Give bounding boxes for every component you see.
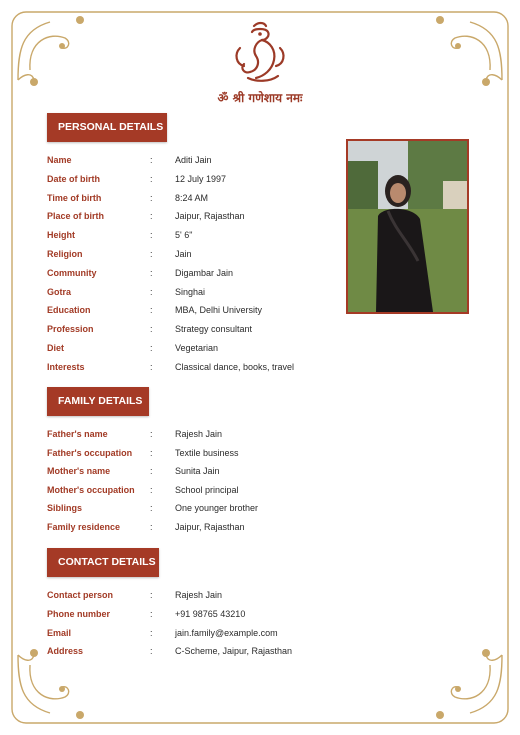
detail-label: Height — [47, 230, 75, 241]
detail-label: Religion — [47, 249, 83, 259]
detail-separator: : — [150, 466, 153, 477]
detail-label: Name — [47, 155, 72, 165]
detail-value: jain.family@example.com — [175, 627, 278, 638]
detail-label: Gotra — [47, 286, 72, 297]
detail-value: Vegetarian — [175, 343, 219, 353]
detail-value: Classical dance, books, travel — [175, 361, 295, 372]
detail-label: Place of birth — [47, 211, 105, 222]
personal-detail-row — [47, 172, 347, 186]
detail-separator: : — [150, 343, 153, 353]
detail-value: Sunita Jain — [175, 466, 220, 477]
detail-separator: : — [150, 522, 153, 532]
personal-detail-row — [47, 285, 347, 299]
personal-detail-row — [47, 266, 347, 280]
detail-separator: : — [150, 211, 153, 222]
detail-value: 8:24 AM — [175, 192, 209, 203]
detail-separator: : — [150, 608, 153, 619]
detail-value: School principal — [175, 484, 239, 495]
detail-separator: : — [150, 305, 153, 316]
family-detail-row — [47, 520, 347, 534]
detail-value: Rajesh Jain — [175, 590, 223, 600]
detail-label: Siblings — [47, 503, 83, 514]
detail-value: Rajesh Jain — [175, 429, 223, 439]
family-detail-row — [47, 464, 347, 478]
detail-label: Address — [47, 646, 84, 657]
detail-label: Interests — [47, 361, 85, 372]
detail-separator: : — [150, 230, 153, 241]
contact-detail-row — [47, 588, 347, 602]
detail-label: Profession — [47, 324, 94, 335]
detail-separator: : — [150, 267, 153, 278]
detail-value: One younger brother — [175, 503, 259, 514]
detail-value: 5' 6" — [175, 230, 193, 241]
section-title-contact: CONTACT DETAILS — [47, 548, 159, 577]
personal-detail-row — [47, 360, 347, 374]
detail-separator: : — [150, 286, 153, 297]
personal-detail-row — [47, 228, 347, 242]
detail-separator: : — [150, 646, 153, 657]
detail-value: Textile business — [175, 447, 239, 458]
detail-label: Diet — [47, 343, 65, 353]
family-detail-row — [47, 483, 347, 497]
detail-separator: : — [150, 173, 153, 184]
detail-separator: : — [150, 192, 153, 203]
family-detail-row — [47, 427, 347, 441]
ganesh-mantra: ॐ श्री गणेशाय नमः — [217, 91, 303, 105]
detail-value: +91 98765 43210 — [175, 608, 246, 619]
detail-value: C-Scheme, Jaipur, Rajasthan — [175, 646, 293, 657]
contact-detail-row — [47, 626, 347, 640]
detail-separator: : — [150, 361, 153, 372]
detail-value: Digambar Jain — [175, 267, 234, 278]
personal-detail-row — [47, 247, 347, 261]
detail-label: Father's occupation — [47, 447, 133, 458]
family-detail-row — [47, 446, 347, 460]
detail-label: Date of birth — [47, 173, 100, 184]
detail-label: Phone number — [47, 608, 111, 619]
detail-separator: : — [150, 627, 153, 638]
section-title-family: FAMILY DETAILS — [47, 387, 149, 416]
detail-value: Singhai — [175, 286, 206, 297]
detail-separator: : — [150, 503, 153, 514]
personal-detail-row — [47, 153, 347, 167]
contact-detail-row — [47, 607, 347, 621]
detail-value: Jain — [175, 249, 192, 259]
detail-value: Strategy consultant — [175, 324, 253, 335]
detail-value: Jaipur, Rajasthan — [175, 522, 245, 532]
detail-label: Time of birth — [47, 192, 102, 203]
detail-separator: : — [150, 590, 153, 600]
family-detail-row — [47, 501, 347, 515]
detail-label: Community — [47, 267, 97, 278]
detail-label: Email — [47, 627, 72, 638]
detail-label: Education — [47, 305, 91, 316]
detail-label: Contact person — [47, 590, 114, 600]
personal-detail-row — [47, 341, 347, 355]
detail-value: Jaipur, Rajasthan — [175, 211, 245, 222]
detail-separator: : — [150, 429, 153, 439]
detail-label: Mother's name — [47, 466, 111, 477]
personal-detail-row — [47, 322, 347, 336]
detail-label: Mother's occupation — [47, 484, 135, 495]
detail-separator: : — [150, 249, 153, 259]
ganesha-icon — [232, 20, 288, 82]
detail-label: Father's name — [47, 429, 108, 439]
section-title-personal: PERSONAL DETAILS — [47, 113, 167, 142]
detail-label: Family residence — [47, 522, 121, 532]
detail-separator: : — [150, 447, 153, 458]
detail-separator: : — [150, 155, 153, 165]
detail-value: MBA, Delhi University — [175, 305, 263, 316]
personal-detail-row — [47, 191, 347, 205]
profile-photo — [346, 139, 469, 314]
detail-value: 12 July 1997 — [175, 173, 227, 184]
personal-detail-row — [47, 209, 347, 223]
detail-separator: : — [150, 484, 153, 495]
contact-detail-row — [47, 644, 347, 658]
personal-detail-row — [47, 303, 347, 317]
detail-separator: : — [150, 324, 153, 335]
detail-value: Aditi Jain — [175, 155, 212, 165]
